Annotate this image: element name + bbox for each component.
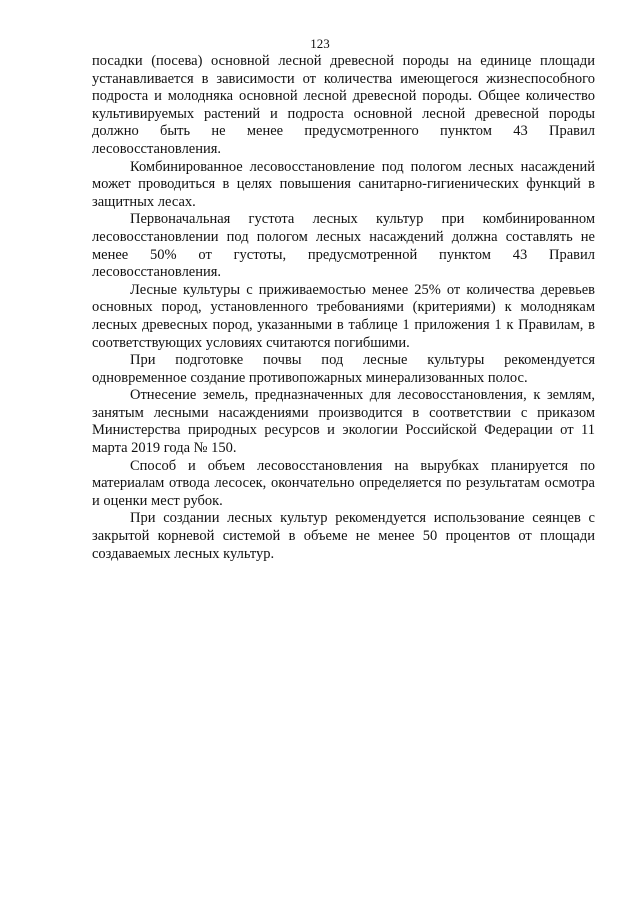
page-number: 123 (310, 36, 330, 51)
paragraph-land-classification: Отнесение земель, предназначенных для лесовосстановления, к землям, занятым лесными насаждениями производится в соответствии с приказом Министерства природных ресурсов и экологии Российской Федерации от 11 марта 2019 года № 150. (92, 387, 595, 457)
paragraph-reforestation-method: Способ и объем лесовосстановления на вырубках планируется по материалам отвода лесосек, окончательно определяется по результатам осмотра и оценки мест рубок. (92, 457, 595, 509)
document-body (92, 53, 595, 563)
paragraph-initial-density: Первоначальная густота лесных культур при комбинированном лесовосстановлении под пологом лесных насаждений должна составлять не менее 50% от густоты, предусмотренной пунктом 43 Правил лесовосстановления. (92, 211, 595, 281)
paragraph-survival-rate: Лесные культуры с приживаемостью менее 25% от количества деревьев основных пород, установленного требованиями (критериями) к молоднякам лесных древесных пород, указанными в таблице 1 приложения 1 к Правилам, в соответствующих условиях считаются погибшими. (92, 281, 595, 351)
paragraph-closed-root-seedlings: При создании лесных культур рекомендуется использование сеянцев с закрытой корневой системой в объеме не менее 50 процентов от площади создаваемых лесных культур. (92, 510, 595, 562)
paragraph-continuation: посадки (посева) основной лесной древесной породы на единице площади устанавливается в зависимости от количества имеющегося жизнеспособного подроста и молодняка основной лесной древесной породы. Общее количество культивируемых растений и подроста основной лесной древесной породы должно быть не менее предусмотренного пунктом 43 Правил лесовосстановления. (92, 53, 595, 157)
paragraph-combined-reforestation: Комбинированное лесовосстановление под пологом лесных насаждений может проводиться в целях повышения санитарно-гигиенических функций в защитных лесах. (92, 158, 595, 210)
paragraph-soil-preparation: При подготовке почвы под лесные культуры рекомендуется одновременное создание противопожарных минерализованных полос. (92, 352, 595, 386)
